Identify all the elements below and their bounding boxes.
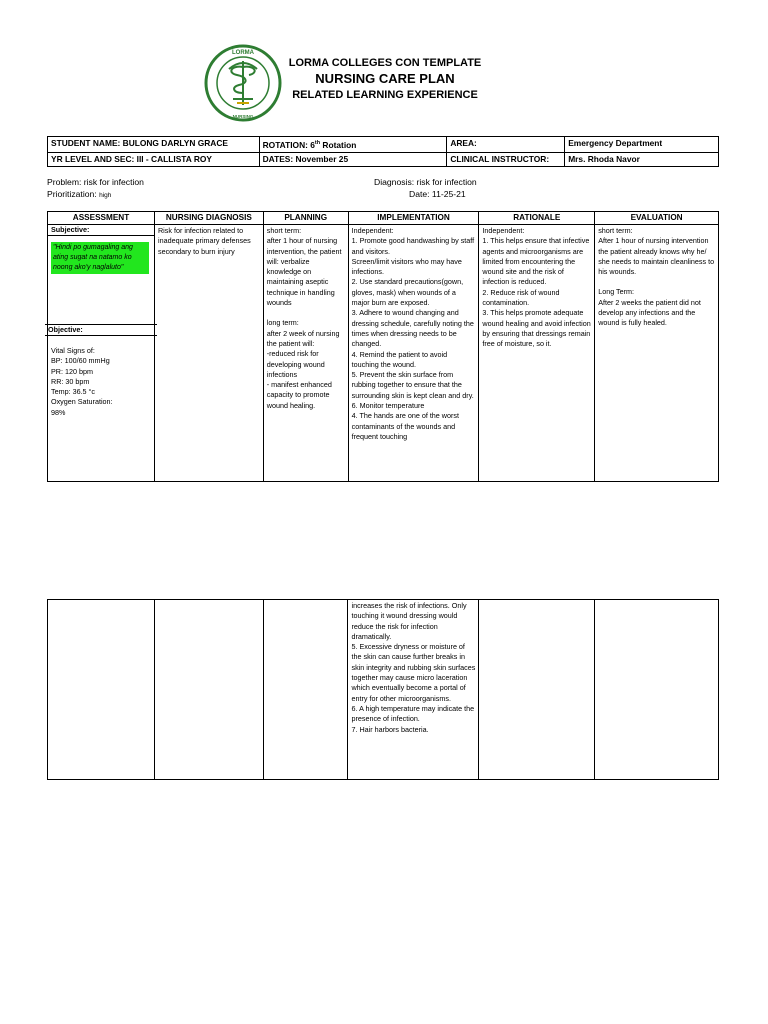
nursing-diagnosis-cell-empty (154, 600, 263, 780)
objective-label: Objective: (45, 324, 157, 336)
vital-line: BP: 100/60 mmHg (51, 356, 110, 366)
prioritization: Prioritization: high (47, 189, 112, 199)
area-label: AREA: (447, 137, 565, 153)
care-plan-table (47, 211, 719, 482)
student-name: STUDENT NAME: BULONG DARLYN GRACE (48, 137, 260, 153)
vital-line: Temp: 36.5 °c (51, 387, 96, 397)
instructor-value: Mrs. Rhoda Navor (565, 152, 719, 166)
implementation-item: 6. Monitor temperature (351, 401, 425, 411)
implementation-header: Independent: (351, 226, 394, 235)
implementation-item: 2. Use standard precautions(gown, gloves, mask) when wounds of a major burn are exposed. (351, 277, 464, 308)
rationale-cell (479, 225, 595, 482)
vital-line: Vital Signs of: (51, 346, 95, 355)
implementation-continued-item: 6. A high temperature may indicate the presence of infection. (351, 703, 475, 724)
rationale-header: Independent: (482, 226, 525, 235)
planning-long-item: - manifest enhanced capacity to promote wound healing. (266, 380, 332, 410)
implementation-item: 5. Prevent the skin surface from rubbing together to ensure that the surrounding skin is kept clean and dry. (351, 370, 474, 400)
rationale-item: 3. This helps promote adequate wound healing and avoid infection by ensuring that dressings remain free of moisture, so it. (482, 308, 591, 349)
implementation-item: 1. Promote good handwashing by staff and visitors. (351, 236, 475, 256)
evaluation-short-label: short term: (598, 226, 633, 235)
rationale-item: 1. This helps ensure that infective agents and microorganisms are limited from encountering the wound site and the risk of infection is reduced. (482, 236, 590, 287)
implementation-item: 3. Adhere to wound changing and dressing schedule, carefully noting the times when dressing needs to be changed. (351, 308, 474, 349)
implementation-continued-item: increases the risk of infections. Only touching it wound dressing would reduce the risk for infection dramatically. (351, 601, 467, 641)
evaluation-long-text: After 2 weeks the patient did not develop any infections and the wound is fully healed. (598, 297, 701, 328)
header-assessment: ASSESSMENT (48, 212, 155, 225)
implementation-item: 4. The hands are one of the worst contaminants of the wounds and frequent touching (351, 411, 459, 441)
vital-line: Oxygen Saturation: (51, 397, 113, 407)
vital-line: 98% (51, 407, 66, 417)
vital-line: PR: 120 bpm (51, 366, 93, 376)
header-rationale: RATIONALE (479, 212, 595, 225)
evaluation-cell (595, 225, 719, 482)
header-evaluation: EVALUATION (595, 212, 719, 225)
evaluation-cell-empty (595, 600, 719, 780)
header-nursing-diagnosis: NURSING DIAGNOSIS (154, 212, 263, 225)
area-value: Emergency Department (565, 137, 719, 153)
date: Date: 11-25-21 (409, 189, 466, 199)
evaluation-short-text: After 1 hour of nursing intervention the patient already knows why he/ she needs to maintain cleanliness to his wounds. (598, 236, 715, 277)
diagnosis-block (374, 176, 477, 200)
subjective-label: Subjective: (48, 225, 154, 236)
svg-text:NURSING: NURSING (232, 114, 254, 119)
student-info-table (47, 136, 719, 167)
diagnosis: Diagnosis: risk for infection (374, 177, 477, 187)
assessment-cell (48, 225, 155, 482)
implementation-item: Screen/limit visitors who may have infections. (351, 256, 462, 277)
dates: DATES: November 25 (259, 152, 447, 166)
implementation-continued-item: 7. Hair harbors bacteria. (351, 724, 429, 734)
implementation-item: 4. Remind the patient to avoid touching the wound. (351, 349, 448, 369)
title-line-2: NURSING CARE PLAN (315, 71, 455, 86)
rationale-item: 2. Reduce risk of wound contamination. (482, 287, 560, 308)
diagnosis-text: Risk for infection related to inadequate primary defenses secondary to burn injury (157, 226, 251, 256)
planning-short-label: short term: (266, 226, 302, 235)
year-level: YR LEVEL AND SEC: III - CALLISTA ROY (48, 152, 260, 166)
subjective-quote: "Hindi po gumagaling ang ating sugat na natamo ko noong ako'y naglaluto" (51, 242, 149, 274)
title-line-1: LORMA COLLEGES CON TEMPLATE (288, 57, 482, 69)
care-plan-table-continued (47, 599, 719, 780)
planning-long-item: -reduced risk for developing wound infections (266, 349, 325, 379)
document-title (250, 56, 520, 103)
assessment-cell-empty (48, 600, 155, 780)
header-implementation: IMPLEMENTATION (348, 212, 479, 225)
vital-line: RR: 30 bpm (51, 376, 90, 386)
evaluation-long-label: Long Term: (598, 287, 635, 297)
planning-short-text: after 1 hour of nursing intervention, the patient will: verbalize knowledge on maintaining aseptic technique in handling wounds (266, 236, 342, 308)
title-line-3: RELATED LEARNING EXPERIENCE (292, 89, 478, 101)
nursing-diagnosis-cell (154, 225, 263, 482)
planning-long-text: after 2 week of nursing the patient will: (266, 328, 340, 348)
implementation-continued-item: 5. Excessive dryness or moisture of the skin can cause further breaks in skin integrity and rubbing skin surfaces together may cause micro laceration which eventually become a portal of entry for other microorganisms. (351, 642, 476, 703)
svg-text:LORMA: LORMA (232, 50, 254, 56)
vital-signs (48, 346, 154, 418)
planning-long-label: long term: (266, 318, 299, 328)
rotation: ROTATION: 6th Rotation (259, 137, 447, 153)
header-planning: PLANNING (263, 212, 348, 225)
rationale-cell-empty (479, 600, 595, 780)
implementation-cell-continued (348, 600, 479, 780)
planning-cell (263, 225, 348, 482)
instructor-label: CLINICAL INSTRUCTOR: (447, 152, 565, 166)
implementation-cell (348, 225, 479, 482)
planning-cell-empty (263, 600, 348, 780)
problem-block (47, 176, 144, 202)
problem: Problem: risk for infection (47, 177, 144, 187)
